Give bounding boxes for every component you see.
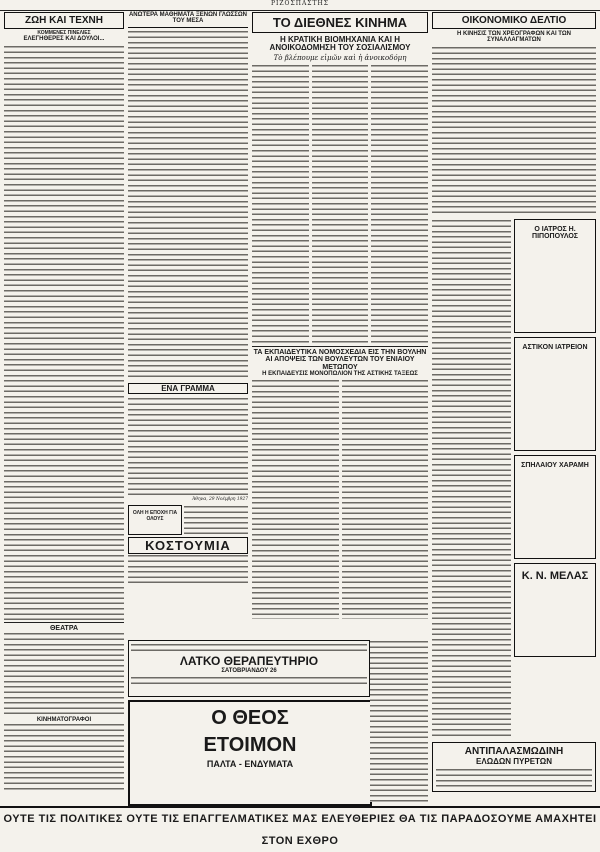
clinic-ad-address: ΣΑΤΟΒΡΙΑΝΔΟΥ 26 <box>221 667 277 674</box>
letter-text <box>128 397 248 497</box>
ad-antimalaria-title: ΑΝΤΙΠΑΛΑΣΜΩΔΙΝΗ <box>464 745 564 757</box>
god-ad-ready: ΕΤΟΙΜΟΝ <box>203 734 297 756</box>
clinic-ad-lines <box>131 643 367 653</box>
subhead-brushes: ΚΟΜΜΕΝΕΣ ΠΙΝΕΛΙΕΣ <box>37 30 91 36</box>
column-international <box>252 12 428 642</box>
education-col-b <box>342 379 429 619</box>
ad-cave: ΣΠΗΛΑΙΟΥ ΧΑΡΑΜΗ <box>514 455 596 559</box>
ad-small-text <box>184 505 248 535</box>
ad-all-season: ΟΛΗ Η ΕΠΟΧΗ ΓΙΑ ΟΛΟΥΣ <box>128 505 182 535</box>
article-headline-industry: Η ΚΡΑΤΙΚΗ ΒΙΟΜΗΧΑΝΙΑ ΚΑΙ Η ΑΝΟΙΚΟΔΟΜΗΣΗ ΤΟΥ ΣΟΣΙΑΛΙΣΜΟΥ <box>269 35 411 53</box>
clinic-ad <box>128 640 370 697</box>
section-title-life-art: ΖΩΗ ΚΑΙ ΤΕΧΝΗ <box>4 12 124 29</box>
article-columns <box>252 64 428 344</box>
article-text-block <box>4 45 124 620</box>
ad-costumes-text <box>128 554 248 584</box>
divider <box>4 622 124 623</box>
theatre-heading: ΘΕΑΤΡΑ <box>49 624 79 632</box>
article-col-c <box>371 64 428 344</box>
ad-antimalaria <box>432 742 596 792</box>
education-columns <box>252 379 428 619</box>
article-italic-line: Τὸ βλέπουμε εἰμῶν καὶ ἠ ἀνοικοδόμη <box>273 53 407 62</box>
stocks-heading: Η ΚΙΝΗΣΙΣ ΤΩΝ ΧΡΕΟΓΡΑΦΩΝ ΚΑΙ ΤΩΝ ΣΥΝΑΛΛΑΓΜΑΤΩΝ <box>456 31 571 44</box>
side-text <box>432 219 511 739</box>
ads-column <box>514 219 596 739</box>
lessons-heading: ΑΝΩΤΕΡΑ ΜΑΘΗΜΑΤΑ ΞΕΝΩΝ ΓΛΩΣΣΩΝ ΤΟΥ ΜΕΣΑ <box>128 12 248 28</box>
masthead: ΡΙΖΟΣΠΑΣΤΗΣ <box>0 0 600 11</box>
god-ad-coats: ΠΑΛΤΑ - ΕΝΔΥΜΑΤΑ <box>206 759 294 769</box>
article-col-b <box>312 64 369 344</box>
cinema-heading: ΚΙΝΗΜΑΤΟΓΡΑΦΟΙ <box>36 716 92 723</box>
ad-antimalaria-sub: ΕΛΩΔΩΝ ΠΥΡΕΤΩΝ <box>476 756 552 766</box>
ads-and-text <box>432 219 596 739</box>
education-col-a <box>252 379 339 619</box>
clinic-ad-title: ΛΑΤΚΟ ΘΕΡΑΠΕΥΤΗΡΙΟ <box>179 654 319 668</box>
education-headline-2: ΑΙ ΑΠΟΨΕΙΣ ΤΩΝ ΒΟΥΛΕΥΤΩΝ ΤΟΥ ΕΝΙΑΙΟΥ ΜΕΤΩΠΟΥ <box>265 356 415 371</box>
cinema-listings <box>4 723 124 793</box>
bottom-slogan: ΟΥΤΕ ΤΙΣ ΠΟΛΙΤΙΚΕΣ ΟΥΤΕ ΤΙΣ ΕΠΑΓΓΕΛΜΑΤΙΚΕΣ ΜΑΣ ΕΛΕΥΘΕΡΙΕΣ ΘΑ ΤΙΣ ΠΑΡΑΔΟΣΟΥΜΕ ΑΜΑΧΗΤΕΙ ΣΤΟΝ ΕΧΘΡΟ <box>0 806 600 832</box>
clinic-ad-lines-2 <box>131 676 367 688</box>
ad-clinic: ΑΣΤΙΚΟΝ ΙΑΤΡΕΙΟΝ <box>514 337 596 451</box>
ad-melas: Κ. Ν. ΜΕΛΑΣ <box>514 563 596 657</box>
stocks-text <box>432 46 596 216</box>
column-3-lower-text <box>370 640 428 802</box>
god-ad <box>128 700 372 806</box>
subhead-free-slaves: ΕΛΕΓΗΘΕΡΕΣ ΚΑΙ ΔΟΥΛΟΙ... <box>23 36 105 43</box>
education-headline-3: Η ΕΚΠΑΙΔΕΥΣΙΣ ΜΟΝΟΠΩΛΙΟΝ ΤΗΣ ΑΣΤΙΚΗΣ ΤΑΞΕΩΣ <box>262 371 418 378</box>
lower-text-block <box>370 640 428 802</box>
section-title-international: ΤΟ ΔΙΕΘΝΕΣ ΚΙΝΗΜΑ <box>252 12 428 33</box>
divider <box>252 346 428 347</box>
theatre-listings <box>4 632 124 717</box>
education-headline: ΤΑ ΕΚΠΑΙΔΕΥΤΙΚΑ ΝΟΜΟΣΧΕΔΙΑ ΕΙΣ ΤΗΝ ΒΟΥΛΗΝ <box>253 349 427 357</box>
letter-signature: Άθηνα, 29 Νοέμβρη 1927 <box>192 496 248 502</box>
section-title-economic: ΟΙΚΟΝΟΜΙΚΟ ΔΕΛΤΙΟ <box>432 12 596 29</box>
god-ad-title: Ο ΘΕΟΣ <box>211 707 289 729</box>
column-life-art <box>4 12 124 802</box>
article-col-a <box>252 64 309 344</box>
ad-doctor: Ο ΙΑΤΡΟΣ Η. ΠΙΠΟΠΟΥΛΟΣ <box>514 219 596 333</box>
box-a-letter: ΕΝΑ ΓΡΑΜΜΑ <box>128 383 248 394</box>
ad-antimalaria-text <box>436 768 592 788</box>
lessons-text <box>128 30 248 380</box>
column-economic <box>432 12 596 802</box>
ad-row <box>128 505 248 535</box>
ad-costumes: ΚΟΣΤΟΥΜΙΑ <box>128 537 248 554</box>
